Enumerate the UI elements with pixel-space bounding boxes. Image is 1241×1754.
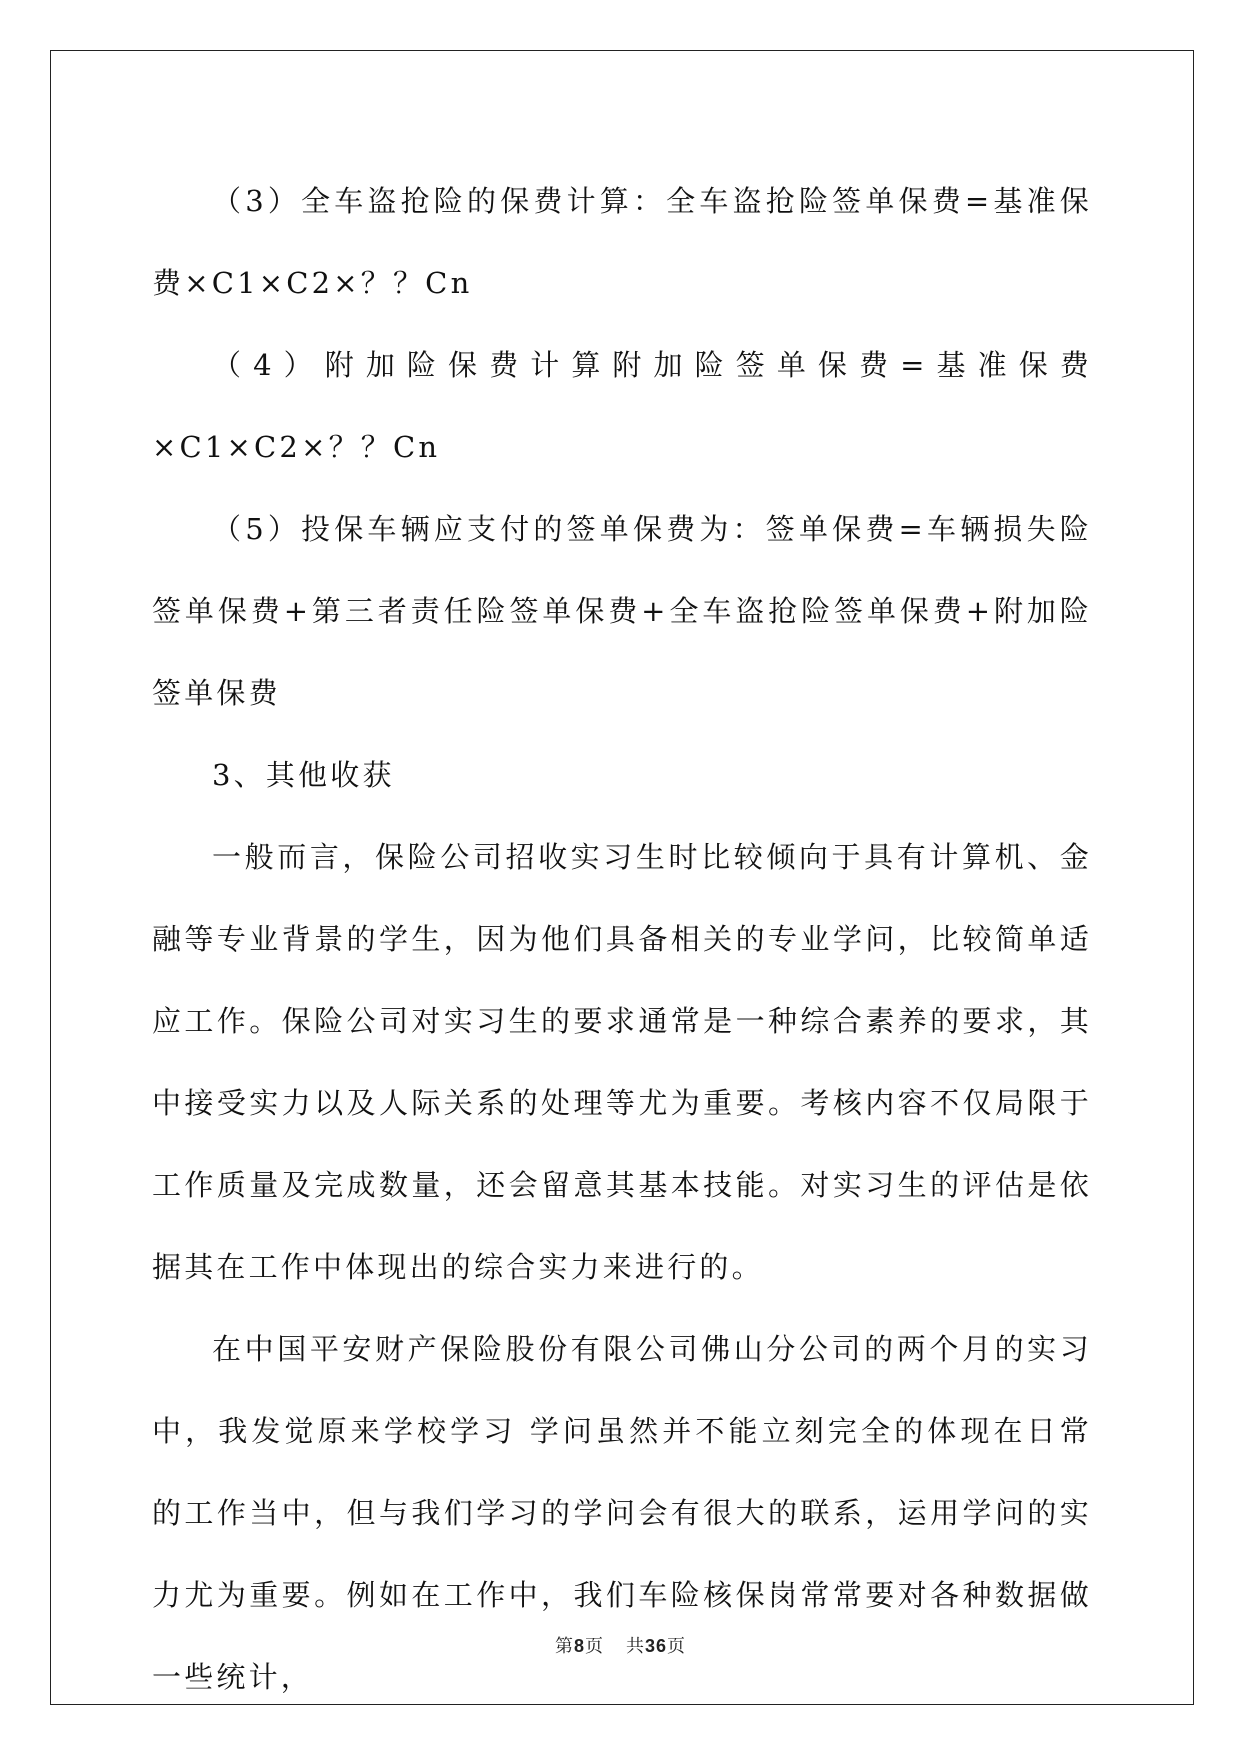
- paragraph-theft-insurance-premium: （3）全车盗抢险的保费计算：全车盗抢险签单保费=基准保费×C1×C2×？？Cn: [152, 184, 1092, 300]
- paragraph-intern-requirements: 一般而言，保险公司招收实习生时比较倾向于具有计算机、金融等专业背景的学生，因为他们具备相关的专业学问，比较简单适应工作。保险公司对实习生的要求通常是一种综合素养的要求，其中接受实力以及人际关系的处理等尤为重要。考核内容不仅局限于工作质量及完成数量，还会留意其基本技能。对实习生的评估是依据其在工作中体现出的综合实力来进行的。: [152, 840, 1092, 1284]
- section-heading-other-gains: 3、其他收获: [212, 758, 395, 792]
- footer-total-pages: 36: [644, 1636, 668, 1656]
- page-footer: [0, 1632, 1241, 1658]
- paragraph-additional-insurance-premium: （4）附加险保费计算附加险签单保费=基准保费×C1×C2×？？Cn: [152, 348, 1092, 464]
- paragraph-internship-experience: 在中国平安财产保险股份有限公司佛山分公司的两个月的实习中，我发觉原来学校学习 学问虽然并不能立刻完全的体现在日常的工作当中，但与我们学习的学问会有很大的联系，运用学问的实力尤为重要。例如在工作中，我们车险核保岗常常要对各种数据做一些统计，: [152, 1332, 1092, 1694]
- paragraph-total-premium: （5）投保车辆应支付的签单保费为：签单保费=车辆损失险签单保费+第三者责任险签单保费+全车盗抢险签单保费+附加险签单保费: [152, 512, 1092, 710]
- footer-total-suffix: 页: [667, 1636, 687, 1657]
- footer-page-suffix: 页: [584, 1636, 604, 1657]
- footer-page-prefix: 第: [554, 1636, 574, 1657]
- document-body: [152, 160, 1092, 1718]
- footer-total-prefix: 共: [625, 1636, 645, 1657]
- footer-page-number: 8: [573, 1636, 585, 1656]
